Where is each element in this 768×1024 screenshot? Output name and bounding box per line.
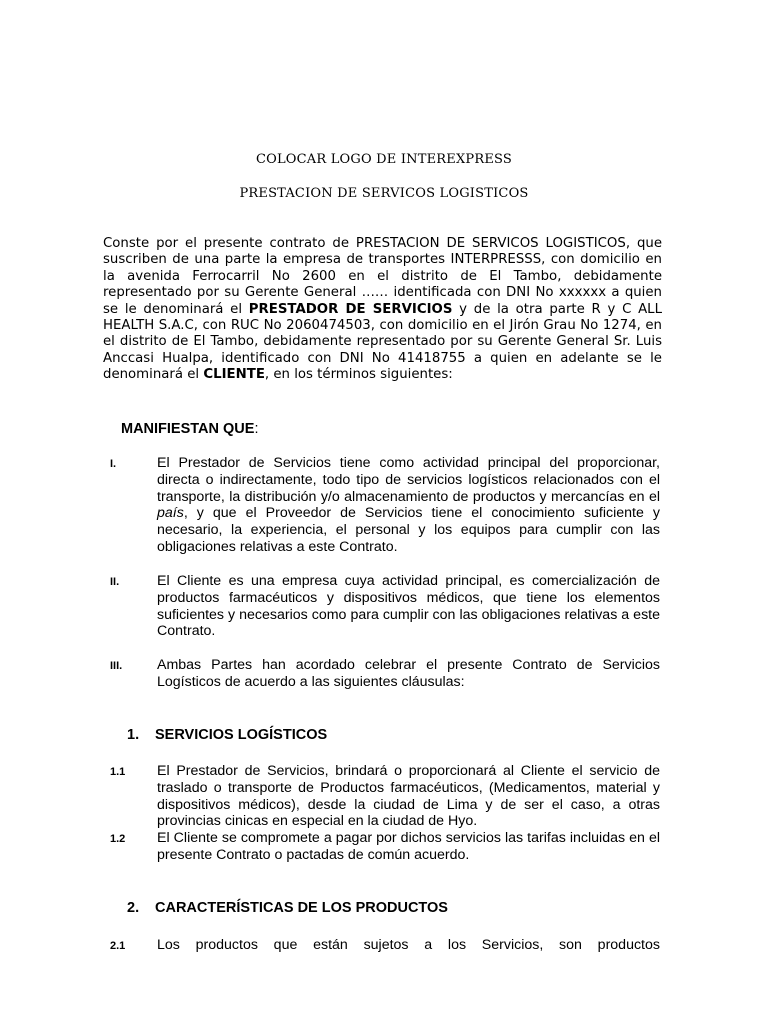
intro-paragraph: [103, 236, 662, 384]
item-marker: 1.2: [110, 833, 126, 845]
item-text-part: El Prestador de Servicios tiene como actividad principal del proporcionar, directa o indirectamente, todo tipo de servicios logísticos relacionados con el transporte, la distribución y/o almacenamiento de productos y mercancías en el: [157, 455, 660, 505]
item-text: [157, 455, 660, 556]
section-2-item-1: [110, 937, 660, 954]
section-number: 1.: [127, 727, 140, 743]
item-marker: 1.1: [110, 766, 126, 778]
intro-text-3: , en los términos siguientes:: [264, 367, 453, 383]
item-marker: 2.1: [110, 940, 126, 952]
manifiestan-heading-text: MANIFIESTAN QUE: [121, 421, 255, 437]
item-text: El Prestador de Servicios, brindará o proporcionará al Cliente el servicio de traslado o transporte de Productos farmacéuticos, (Medicamentos, material y dispositivos médicos), desde la ciudad de Lima y de ser el caso, a otras provincias cinicas en especial en la ciudad de Hyo.: [157, 763, 660, 830]
section-1-item-1: [110, 763, 660, 830]
manifiestan-item-1: [110, 455, 660, 556]
manifiestan-heading-colon: :: [254, 421, 259, 437]
item-text: El Cliente es una empresa cuya actividad principal, es comercialización de productos farmacéuticos y dispositivos médicos, que tiene los elementos suficientes y necesarios como para cumplir con las obligaciones relativas a este Contrato.: [157, 573, 660, 640]
section-heading-text: CARACTERÍSTICAS DE LOS PRODUCTOS: [155, 900, 448, 916]
item-text: Los productos que están sujetos a los Servicios, son productos: [157, 937, 660, 953]
intro-bold-cliente: CLIENTE: [203, 367, 265, 383]
item-text-italic: país: [157, 505, 184, 522]
item-text: Ambas Partes han acordado celebrar el presente Contrato de Servicios Logísticos de acuerdo a las siguientes cláusulas:: [157, 657, 660, 690]
manifiestan-item-2: [110, 573, 660, 640]
section-1-item-2: [110, 830, 660, 864]
manifiestan-item-3: [110, 657, 660, 691]
logo-placeholder-note: COLOCAR LOGO DE INTEREXPRESS: [255, 152, 513, 167]
item-marker: I.: [110, 458, 117, 470]
item-text-part: , y que el Proveedor de Servicios tiene el conocimiento suficiente y necesario, la experiencia, el personal y los equipos para cumplir con las obligaciones relativas a este Contrato.: [157, 505, 660, 555]
intro-bold-prestador: PRESTADOR DE SERVICIOS: [248, 301, 453, 317]
section-2-heading: [127, 900, 448, 916]
section-1-heading: [127, 727, 327, 743]
manifiestan-heading: [121, 421, 258, 437]
intro-text-2: y de la otra parte R y C ALL HEALTH S.A.C, con RUC No 2060474503, con domicilio en el Jirón Grau No 1274, en el distrito de El Tambo, debidamente representado por su Gerente General Sr. Luis Anccasi Hualpa, identificado con DNI No 41418755 a quien en adelante se le denominará el: [103, 301, 663, 383]
item-marker: II.: [110, 576, 120, 588]
intro-text-1: Conste por el presente contrato de PRESTACION DE SERVICOS LOGISTICOS, que suscriben de una parte la empresa de transportes INTERPRESSS, con domicilio en la avenida Ferrocarril No 2600 en el distrito de El Tambo, debidamente representado por su Gerente General …… identificada con DNI No xxxxxx a quien se le denominará el: [103, 236, 662, 317]
section-number: 2.: [127, 900, 140, 916]
document-title: PRESTACION DE SERVICOS LOGISTICOS: [239, 186, 529, 201]
item-text: El Cliente se compromete a pagar por dichos servicios las tarifas incluidas en el presente Contrato o pactadas de común acuerdo.: [157, 830, 660, 863]
item-marker: III.: [110, 660, 123, 672]
section-heading-text: SERVICIOS LOGÍSTICOS: [155, 727, 328, 743]
